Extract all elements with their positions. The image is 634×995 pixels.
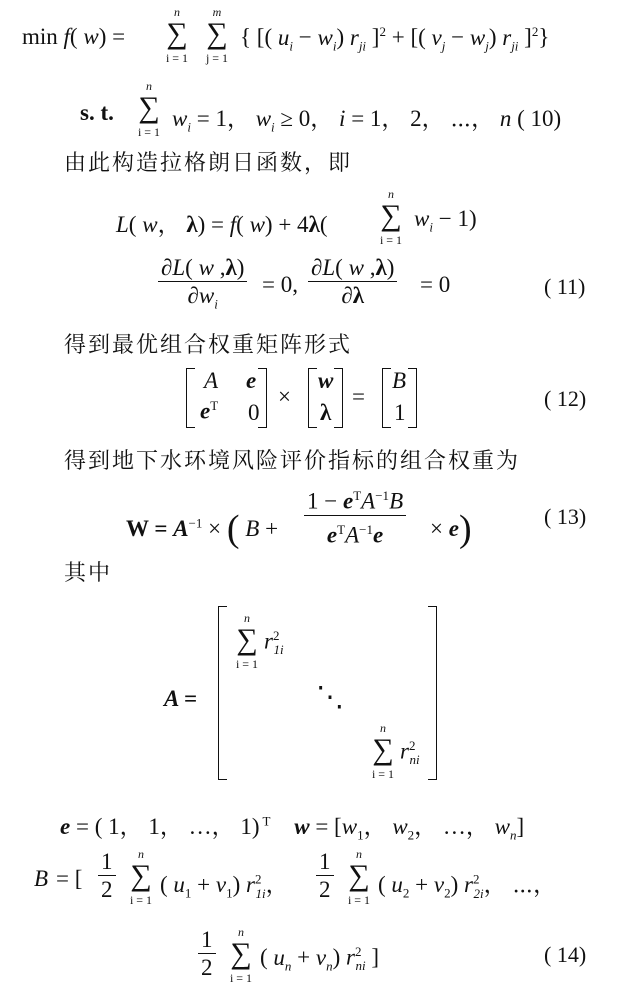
text-matrix: 得到最优组合权重矩阵形式 [64,333,353,358]
sum-sign: n ∑ i = 1 [129,847,153,907]
sum-sign: n ∑ i = 1 [137,79,161,139]
ddots: ⋱ [316,682,344,713]
A-lhs: A = [164,686,197,711]
matrix-equation [186,364,426,434]
sum-sign: n ∑ i = 1 [347,847,371,907]
A-matrix [164,606,454,786]
sum-sign: n ∑ i = 1 [229,925,253,985]
half-fraction: $\frac{1}{2}$ [316,848,334,903]
sum-sign: n ∑ i = 1 [235,611,259,671]
B-term-2: ( $u_2 + v_2$) $r^2_{2i}$， ⋯， [378,871,557,901]
B-term-1: ( $u_1 + v_1$) $r^2_{1i}$， [160,871,289,901]
mat-w: w [318,368,334,393]
A-entry-first: $r^2_{1i}$ [264,628,284,658]
text-lagrange: 由此构造拉格朗日函数，即 [64,151,353,176]
w-def: $w = [w_1$， $w_2$， …， $w_n$] [294,814,525,843]
mat-A: A [204,368,219,393]
st-label: s. t. [80,100,114,125]
W-fraction: $1 - e^TA^{-1}B$ $e^TA^{-1}e$ [304,482,406,548]
objective-label: min f( w) = [22,24,126,49]
derivative-w: $\frac{\partial L( w ,\lambda)}{\partial w_i}$ [158,254,247,318]
times-sign: × [278,384,291,409]
B-open: = [ [56,866,83,891]
W-lhs: $W = A^{-1}$ × ( B + [126,508,279,550]
mat-0: 0 [248,400,260,425]
mat-B: B [392,368,407,393]
B-lhs: B [34,866,49,891]
W-tail: × e) [430,508,472,550]
mat-e: e [246,368,257,393]
sum-sign: m ∑ j = 1 [205,5,229,65]
e-w-definition [60,808,524,844]
text-weight: 得到地下水环境风险评价指标的组合权重为 [64,449,521,474]
objective-body: { [( $u_i - w_i$) $r_{ji}$ ]$^2$ + [( $v_j - w_j$) $r_{ji}$ ]$^2$} [240,24,550,54]
mat-lambda: λ [320,400,332,425]
text-where: 其中 [64,561,113,586]
sum-sign: n ∑ i = 1 [379,187,403,247]
eq-number-12: ( 12) [544,386,587,411]
mat-eT: $e^T$ [200,398,219,424]
derivative-lambda: $\frac{\partial L( w ,\lambda)}{\partial\lambda}$ [308,254,397,309]
constraint-body: $w_i = 1$， $w_i \ge 0$， i = 1， 2， ⋯， n ( 10) [172,106,562,135]
sum-sign: n ∑ i = 1 [165,5,189,65]
lagrange-rhs: $w_i - 1$) [414,206,477,235]
e-def: e = ( 1， 1， …， 1) $^T$ [60,813,271,839]
eq-number-13: ( 13) [544,504,587,529]
half-fraction: $\frac{1}{2}$ [98,848,116,903]
deriv-end: = 0 [420,272,451,297]
lagrange-lhs: L( w， λ) = f( w) + 4λ( [116,212,328,237]
equals-sign: = [352,384,365,409]
B-term-n: ( $u_n + v_n$) $r^2_{ni}$ ] [260,944,380,974]
sum-sign: n ∑ i = 1 [371,721,395,781]
A-entry-last: $r^2_{ni}$ [400,738,420,768]
eq-number-14: ( 14) [544,942,587,967]
eq-number-11: ( 11) [544,274,586,299]
half-fraction: $\frac{1}{2}$ [198,926,216,981]
deriv-mid: = 0, [262,272,298,297]
mat-1: 1 [394,400,406,425]
